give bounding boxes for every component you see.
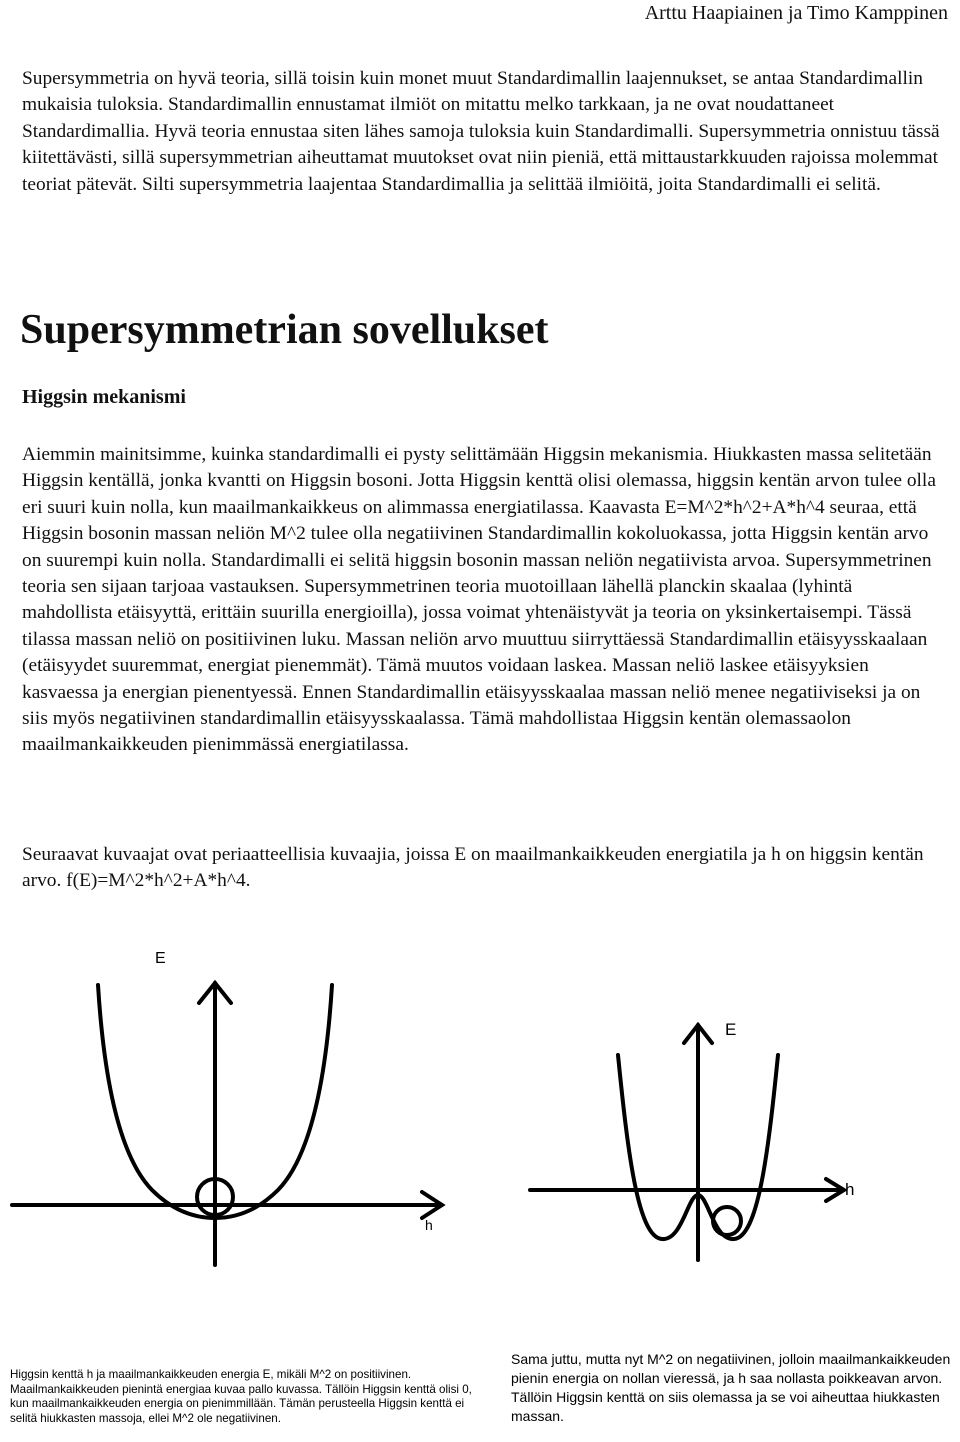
x-axis-label: h <box>425 1217 433 1233</box>
figure-left-caption: Higgsin kenttä h ja maailmankaikkeuden energia E, mikäli M^2 on positiivinen. Maailmankaikkeuden pienintä energiaa kuvaa pallo kuvassa. Tällöin Higgsin kenttä olisi 0, kun maailmankaikkeuden energia on pienimmillään. Tämän perusteella Higgsin kenttä ei selitä hiukkasten massoja, ellei M^2 ole negatiivinen. <box>10 1368 472 1425</box>
x-axis-label: h <box>845 1180 855 1199</box>
subsection-title: Higgsin mekanismi <box>22 386 186 408</box>
y-axis-label: E <box>725 1020 737 1039</box>
figure-right-caption: Sama juttu, mutta nyt M^2 on negatiivinen, jolloin maailmankaikkeuden pienin energia on nollan vieressä, ja h saa nollasta poikkeavan arvon. Tällöin Higgsin kenttä on siis olemassa ja se voi aiheuttaa hiukkasten massan. <box>511 1351 951 1424</box>
section-title: Supersymmetrian sovellukset <box>20 307 549 353</box>
intro-paragraph: Supersymmetria on hyvä teoria, sillä toisin kuin monet muut Standardimallin laajennukset, se antaa Standardimallin mukaisia tuloksia. Standardimallin ennustamat ilmiöt on mitattu melko tarkkaan, ja ne ovat noudattaneet Standardimallia. Hyvä teoria ennustaa siten lähes samoja tuloksia kuin Standardimalli. Supersymmetria onnistuu tässä kiitettävästi, sillä supersymmetrian aiheuttamat muutokset ovat niin pieniä, että mittaustarkkuuden rajoissa molemmat teoriat pätevät. Silti supersymmetria laajentaa Standardimallia ja selittää ilmiöitä, joita Standardimalli ei selitä. <box>22 68 940 195</box>
figure-positive-mass <box>0 935 480 1275</box>
author-header: Arttu Haapiainen ja Timo Kamppinen <box>644 2 948 24</box>
y-axis-label: E <box>155 950 166 967</box>
minimum-ball <box>713 1207 741 1235</box>
figure-negative-mass <box>490 1005 960 1275</box>
body-paragraph-1: Aiemmin mainitsimme, kuinka standardimalli ei pysty selittämään Higgsin mekanismia. Hiukkasten massa selitetään Higgsin kentällä, jonka kvantti on Higgsin bosoni. Jotta Higgsin kenttä olisi olemassa, higgsin kentän arvon tulee olla eri suuri kuin nolla, kun maailmankaikkeus on alimmassa energiatilassa. Kaavasta E=M^2*h^2+A*h^4 seuraa, että Higgsin bosonin massan neliön M^2 tulee olla negatiivinen Standardimallin kokoluokassa, jotta Higgsin kentän arvo on suurempi kuin nolla. Standardimalli ei selitä higgsin bosonin massan neliön negatiivista arvoa. Supersymmetrinen teoria sen sijaan tarjoaa vastauksen. Supersymmetrinen teoria muotoillaan lähellä planckin skaalaa (lyhintä mahdollista etäisyyttä, erittäin suurilla energioilla), jossa voimat yhtenäistyvät ja teoria on yksinkertaisempi. Tässä tilassa massan neliö on positiivinen luku. Massan neliön arvo muuttuu siirryttäessä Standardimallin etäisyysskaalaan (etäisyydet suuremmat, energiat pienemmät). Tämä muutos voidaan laskea. Massan neliö laskee etäisyyksien kasvaessa ja energian pienentyessä. Ennen Standardimallin etäisyysskaalaa massan neliö menee negatiiviseksi ja on siis myös negatiivinen standardimallin etäisyysskaalassa. Tämä mahdollistaa Higgsin kentän olemassaolon maailmankaikkeuden pienimmässä energiatilassa. <box>22 444 936 756</box>
body-paragraph-2: Seuraavat kuvaajat ovat periaatteellisia kuvaajia, joissa E on maailmankaikkeuden energiatila ja h on higgsin kentän arvo. f(E)=M^2*h^2+A*h^4. <box>22 844 924 892</box>
